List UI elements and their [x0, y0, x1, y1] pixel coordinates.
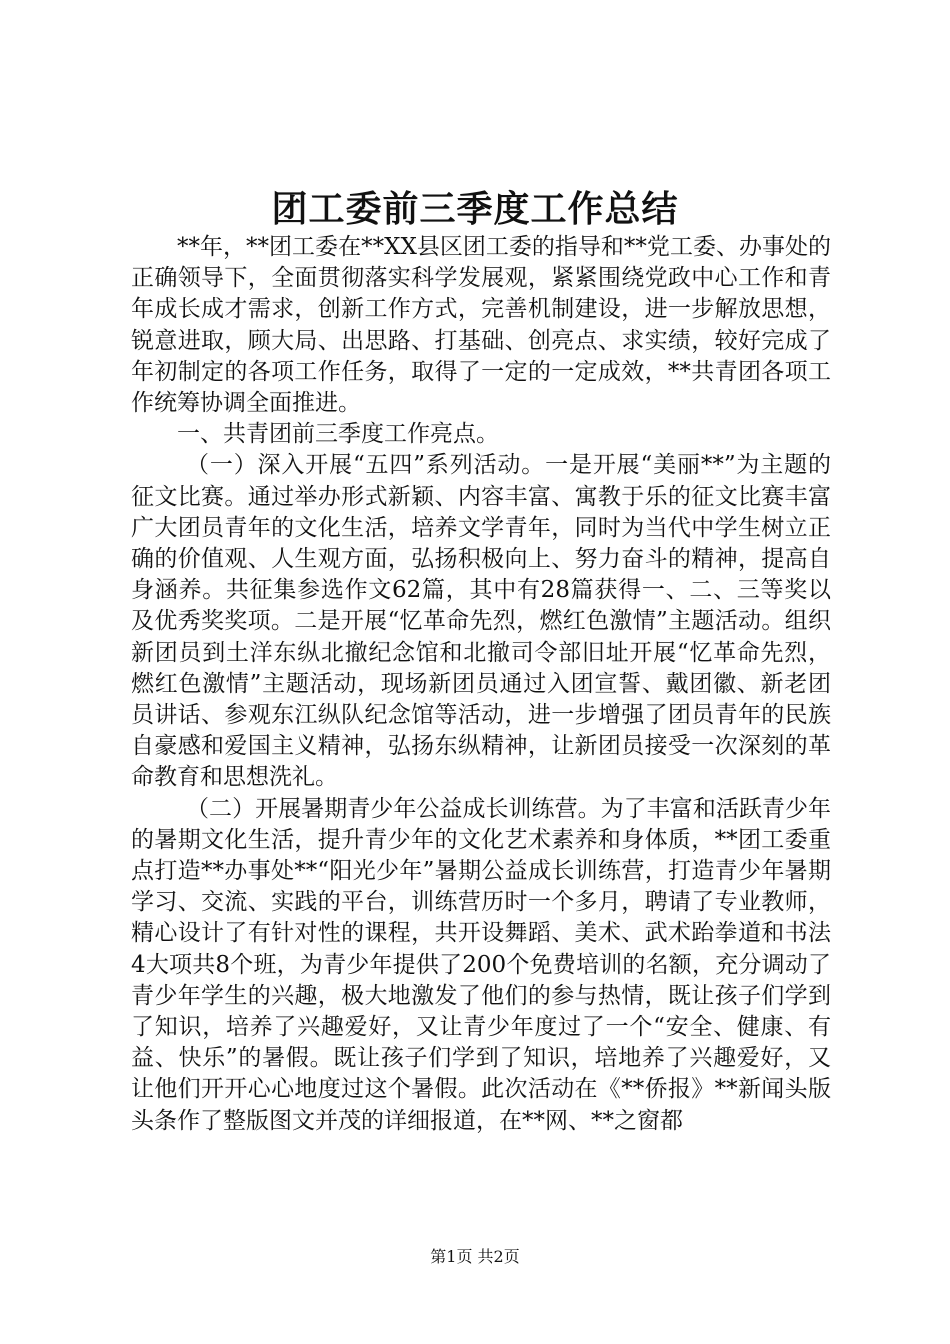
page-number-footer: 第1页 共2页 — [430, 1247, 520, 1266]
document-body — [131, 232, 831, 1137]
subsection-paragraph-2: （二）开展暑期青少年公益成长训练营。为了丰富和活跃青少年的暑期文化生活，提升青少年的文化艺术素养和身体质，**团工委重点打造**办事处**“阳光少年”暑期公益成长训练营，打造青少年暑期学习、交流、实践的平台，训练营历时一个多月，聘请了专业教师，精心设计了有针对性的课程，共开设舞蹈、美术、武术跆拳道和书法4大项共8个班，为青少年提供了200个免费培训的名额，充分调动了青少年学生的兴趣，极大地激发了他们的参与热情，既让孩子们学到了知识，培养了兴趣爱好，又让青少年度过了一个“安全、健康、有益、快乐”的暑假。既让孩子们学到了知识，培地养了兴趣爱好，又让他们开开心心地度过这个暑假。此次活动在《**侨报》**新闻头版头条作了整版图文并茂的详细报道，在**网、**之窗都 — [131, 795, 831, 1134]
subsection-paragraph-1: （一）深入开展“五四”系列活动。一是开展“美丽**”为主题的征文比赛。通过举办形式新颖、内容丰富、寓教于乐的征文比赛丰富广大团员青年的文化生活，培养文学青年，同时为当代中学生树立正确的价值观、人生观方面，弘扬积极向上、努力奋斗的精神，提高自身涵养。共征集参选作文62篇，其中有28篇获得一、二、三等奖以及优秀奖奖项。二是开展“忆革命先烈，燃红色激情”主题活动。组织新团员到土洋东纵北撤纪念馆和北撤司令部旧址开展“忆革命先烈，燃红色激情”主题活动，现场新团员通过入团宣誓、戴团徽、新老团员讲话、参观东江纵队纪念馆等活动，进一步增强了团员青年的民族自豪感和爱国主义精神，弘扬东纵精神，让新团员接受一次深刻的革命教育和思想洗礼。 — [131, 452, 831, 791]
section-heading: 一、共青团前三季度工作亮点。 — [177, 421, 499, 448]
intro-paragraph: **年，**团工委在**XX县区团工委的指导和**党工委、办事处的正确领导下，全面贯彻落实科学发展观，紧紧围绕党政中心工作和青年成长成才需求，创新工作方式，完善机制建设，进一步解放思想，锐意进取，顾大局、出思路、打基础、创亮点、求实绩，较好完成了年初制定的各项工作任务，取得了一定的一定成效，**共青团各项工作统筹协调全面推进。 — [131, 234, 831, 417]
document-title: 团工委前三季度工作总结 — [271, 188, 679, 230]
